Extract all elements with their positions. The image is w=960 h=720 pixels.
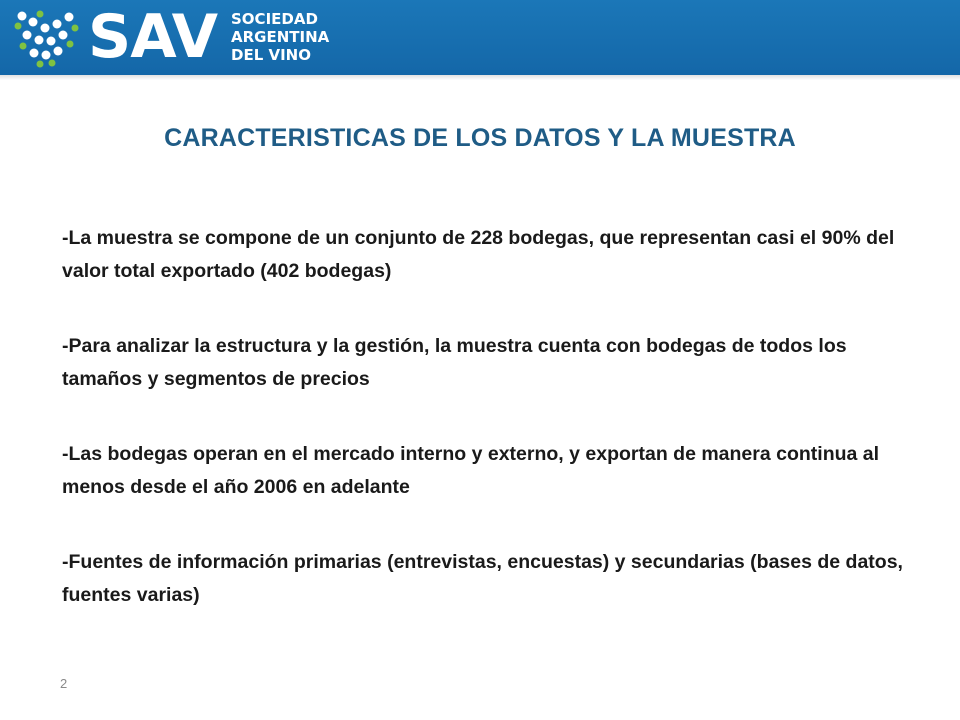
brand-subtitle bbox=[231, 10, 371, 64]
bullet-item: -La muestra se compone de un conjunto de 228 bodegas, que representan casi el 90% del valor total exportado (402 bodegas) bbox=[62, 227, 895, 282]
bullet-item: -Fuentes de información primarias (entrevistas, encuestas) y secundarias (bases de datos, fuentes varias) bbox=[62, 551, 903, 606]
slide-title: CARACTERISTICAS DE LOS DATOS Y LA MUESTRA bbox=[164, 124, 796, 152]
brand-subtitle-line-1: SOCIEDAD bbox=[231, 10, 318, 28]
brand-subtitle-line-3: DEL VINO bbox=[231, 46, 311, 64]
header-shadow bbox=[0, 75, 960, 80]
page-number: 2 bbox=[60, 676, 68, 691]
grape-cluster-icon bbox=[12, 6, 82, 70]
bullet-item: -Para analizar la estructura y la gestión, la muestra cuenta con bodegas de todos los tamaños y segmentos de precios bbox=[62, 335, 847, 390]
header-bar bbox=[0, 0, 960, 75]
brand-logo-text: SAV bbox=[88, 2, 218, 72]
brand-subtitle-line-2: ARGENTINA bbox=[231, 28, 330, 46]
bullet-item: -Las bodegas operan en el mercado interno y externo, y exportan de manera continua al menos desde el año 2006 en adelante bbox=[62, 443, 880, 498]
bullet-list bbox=[62, 222, 922, 654]
